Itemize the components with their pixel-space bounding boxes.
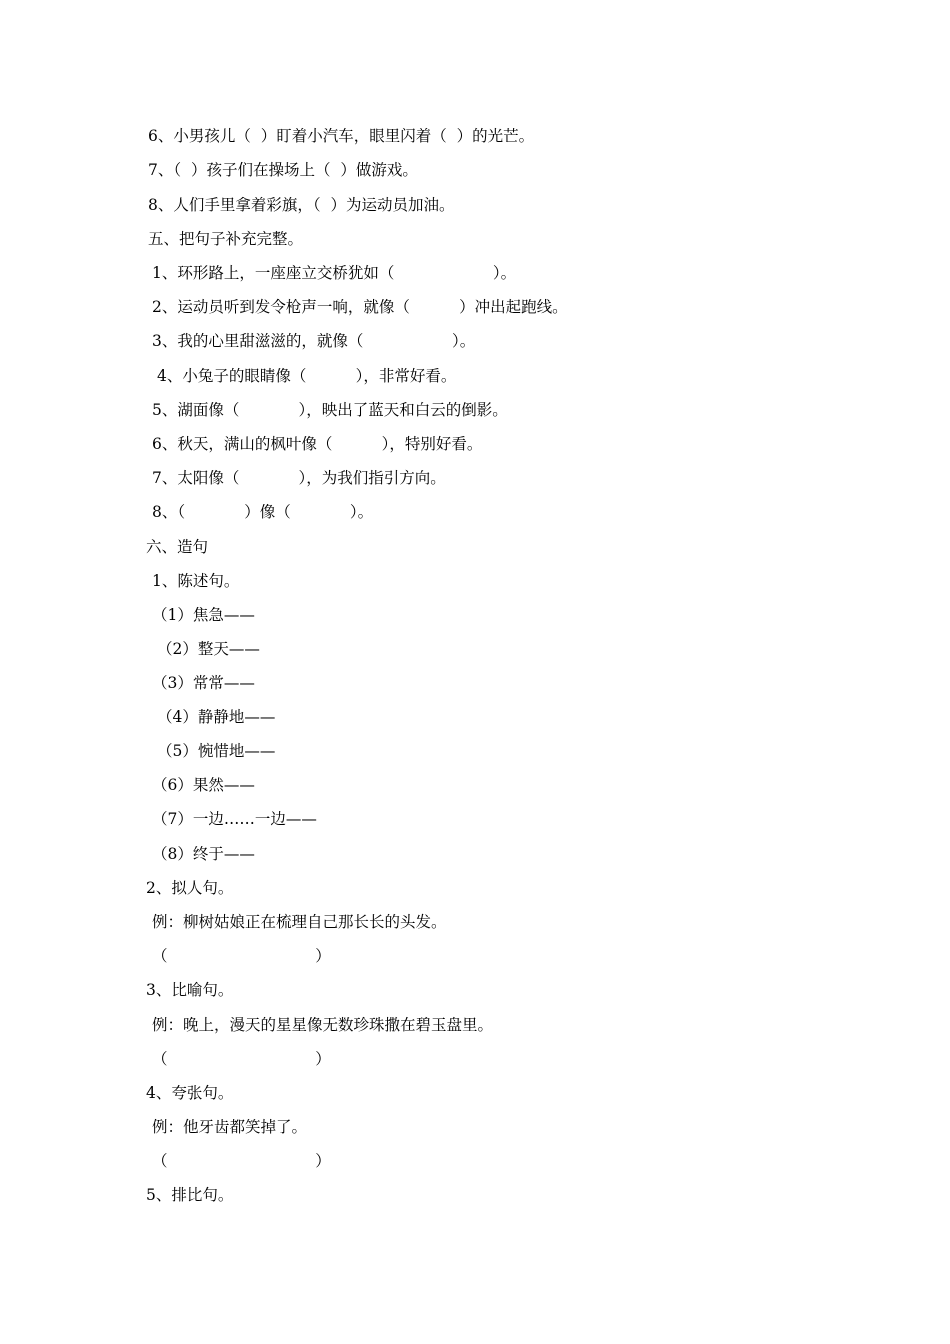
sentence-item-7: （7）一边……一边—— (152, 810, 317, 828)
part-2-example: 例：柳树姑娘正在梳理自己那长长的头发。 (152, 913, 447, 931)
part-2-heading: 2、拟人句。 (146, 879, 234, 897)
question-5-item-8: 8、（ ）像（ ）。 (152, 503, 374, 521)
sentence-item-1: （1）焦急—— (152, 606, 255, 624)
section-6-heading: 六、造句 (146, 538, 209, 556)
sentence-item-3: （3）常常—— (152, 674, 255, 692)
part-3-answer-blank: （ ） (152, 1050, 331, 1068)
part-3-example: 例：晚上，漫天的星星像无数珍珠撒在碧玉盘里。 (152, 1016, 494, 1034)
sentence-item-5: （5）惋惜地—— (157, 742, 276, 760)
question-5-item-6: 6、秋天，满山的枫叶像（ ），特别好看。 (152, 435, 483, 453)
section-5-heading: 五、把句子补充完整。 (148, 230, 304, 248)
part-1-heading: 1、陈述句。 (152, 572, 240, 590)
question-5-item-5: 5、湖面像（ ），映出了蓝天和白云的倒影。 (152, 401, 508, 419)
question-5-item-7: 7、太阳像（ ），为我们指引方向。 (152, 469, 446, 487)
question-5-item-2: 2、运动员听到发令枪声一响，就像（ ）冲出起跑线。 (152, 298, 568, 316)
part-3-heading: 3、比喻句。 (146, 981, 234, 999)
part-4-example: 例：他牙齿都笑掉了。 (152, 1118, 308, 1136)
question-5-item-4: 4、小兔子的眼睛像（ ），非常好看。 (157, 367, 457, 385)
question-5-item-1: 1、环形路上，一座座立交桥犹如（ ）。 (152, 264, 517, 282)
sentence-item-6: （6）果然—— (152, 776, 255, 794)
sentence-item-4: （4）静静地—— (157, 708, 276, 726)
question-4-item-8: 8、人们手里拿着彩旗，（ ）为运动员加油。 (148, 196, 455, 214)
part-4-heading: 4、夸张句。 (146, 1084, 234, 1102)
question-5-item-3: 3、我的心里甜滋滋的，就像（ ）。 (152, 332, 476, 350)
sentence-item-8: （8）终于—— (152, 845, 255, 863)
part-4-answer-blank: （ ） (152, 1152, 331, 1170)
question-4-item-7: 7、（ ）孩子们在操场上（ ）做游戏。 (148, 161, 418, 179)
question-4-item-6: 6、小男孩儿（ ）盯着小汽车，眼里闪着（ ）的光芒。 (148, 127, 535, 145)
part-5-heading: 5、排比句。 (146, 1186, 234, 1204)
part-2-answer-blank: （ ） (152, 947, 331, 965)
sentence-item-2: （2）整天—— (157, 640, 260, 658)
